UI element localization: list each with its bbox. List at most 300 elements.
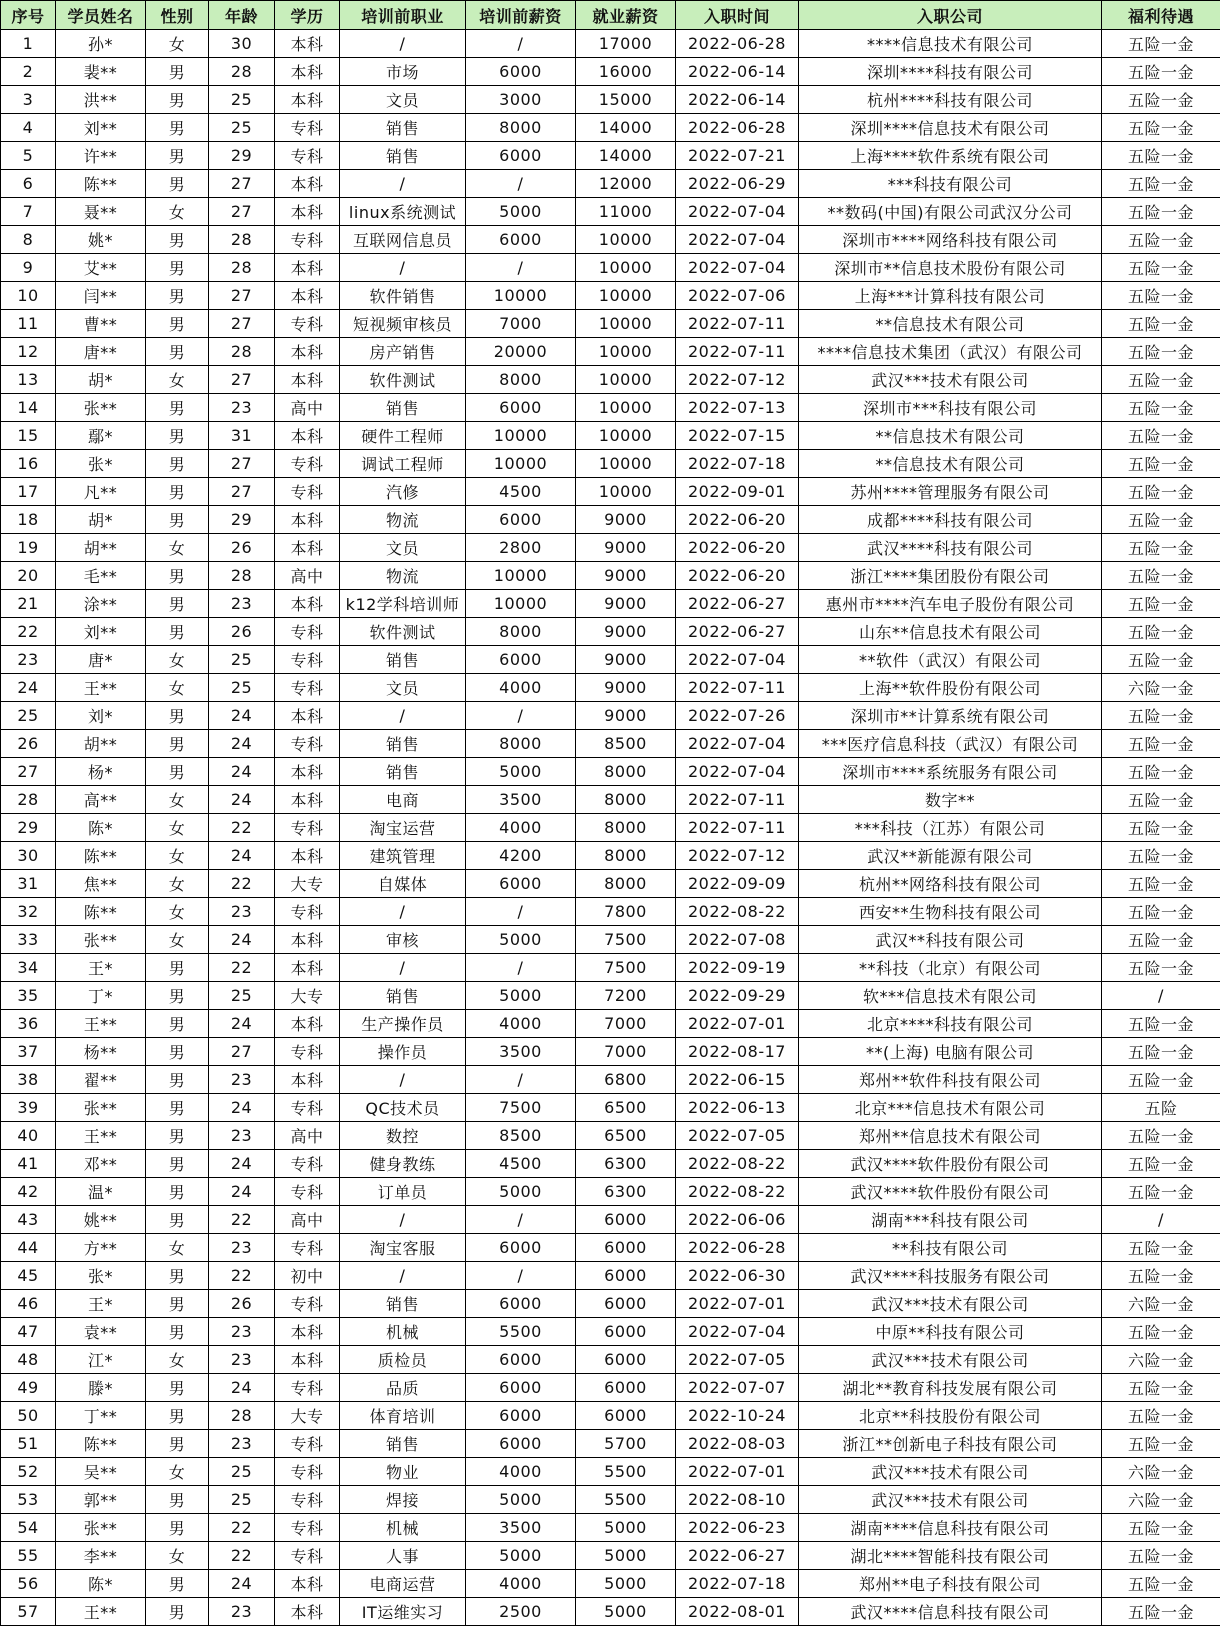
cell-prev-salary: /	[466, 898, 576, 926]
cell-education: 本科	[275, 786, 340, 814]
cell-education: 大专	[275, 982, 340, 1010]
table-row	[1, 1486, 1220, 1514]
cell-salary: 5000	[576, 1570, 676, 1598]
cell-gender: 男	[146, 1262, 209, 1290]
cell-hire-date: 2022-06-28	[676, 114, 799, 142]
cell-hire-date: 2022-07-18	[676, 450, 799, 478]
cell-name: 张**	[56, 926, 146, 954]
cell-prev-salary: 6000	[466, 1402, 576, 1430]
cell-company: 湖南***科技有限公司	[799, 1206, 1102, 1234]
cell-gender: 男	[146, 1122, 209, 1150]
cell-company: 上海**软件股份有限公司	[799, 674, 1102, 702]
cell-benefits: 五险一金	[1102, 1150, 1220, 1178]
cell-company: 山东**信息技术有限公司	[799, 618, 1102, 646]
cell-benefits: 五险一金	[1102, 142, 1220, 170]
cell-gender: 男	[146, 562, 209, 590]
cell-name: 邓**	[56, 1150, 146, 1178]
cell-benefits: 五险一金	[1102, 618, 1220, 646]
cell-age: 24	[209, 758, 275, 786]
cell-hire-date: 2022-07-21	[676, 142, 799, 170]
cell-age: 30	[209, 30, 275, 58]
cell-company: ***医疗信息科技（武汉）有限公司	[799, 730, 1102, 758]
cell-index: 40	[1, 1122, 56, 1150]
table-row	[1, 926, 1220, 954]
cell-name: 吴**	[56, 1458, 146, 1486]
cell-prev-salary: /	[466, 1066, 576, 1094]
cell-age: 24	[209, 842, 275, 870]
cell-education: 高中	[275, 1206, 340, 1234]
table-row	[1, 590, 1220, 618]
cell-salary: 6000	[576, 1318, 676, 1346]
cell-prev-salary: 7000	[466, 310, 576, 338]
cell-prev-job: /	[340, 898, 466, 926]
cell-gender: 女	[146, 1458, 209, 1486]
cell-hire-date: 2022-06-20	[676, 534, 799, 562]
cell-index: 53	[1, 1486, 56, 1514]
cell-index: 54	[1, 1514, 56, 1542]
cell-gender: 男	[146, 1430, 209, 1458]
cell-education: 专科	[275, 674, 340, 702]
cell-prev-salary: 3500	[466, 1038, 576, 1066]
cell-company: 深圳市****系统服务有限公司	[799, 758, 1102, 786]
cell-prev-job: 汽修	[340, 478, 466, 506]
cell-hire-date: 2022-07-12	[676, 366, 799, 394]
cell-salary: 6300	[576, 1178, 676, 1206]
cell-index: 27	[1, 758, 56, 786]
cell-education: 本科	[275, 758, 340, 786]
header-col-age: 年龄	[209, 1, 275, 30]
cell-age: 23	[209, 1346, 275, 1374]
cell-age: 23	[209, 1318, 275, 1346]
cell-benefits: 五险一金	[1102, 366, 1220, 394]
cell-education: 本科	[275, 1010, 340, 1038]
cell-company: 武汉**科技有限公司	[799, 926, 1102, 954]
cell-salary: 7000	[576, 1038, 676, 1066]
cell-hire-date: 2022-08-17	[676, 1038, 799, 1066]
cell-benefits: 五险一金	[1102, 1402, 1220, 1430]
header-col-prev-job: 培训前职业	[340, 1, 466, 30]
cell-education: 大专	[275, 870, 340, 898]
cell-name: 张**	[56, 1514, 146, 1542]
cell-company: **信息技术有限公司	[799, 310, 1102, 338]
cell-company: 湖北****智能科技有限公司	[799, 1542, 1102, 1570]
cell-prev-salary: 2800	[466, 534, 576, 562]
cell-name: 王**	[56, 1010, 146, 1038]
cell-prev-salary: 20000	[466, 338, 576, 366]
cell-benefits: 五险一金	[1102, 954, 1220, 982]
cell-benefits: 五险一金	[1102, 786, 1220, 814]
table-row	[1, 1598, 1220, 1626]
cell-prev-salary: 6000	[466, 1430, 576, 1458]
cell-prev-job: 订单员	[340, 1178, 466, 1206]
cell-prev-job: 生产操作员	[340, 1010, 466, 1038]
table-row	[1, 786, 1220, 814]
cell-hire-date: 2022-07-04	[676, 226, 799, 254]
table-row	[1, 1570, 1220, 1598]
cell-index: 14	[1, 394, 56, 422]
cell-gender: 男	[146, 282, 209, 310]
table-row	[1, 506, 1220, 534]
cell-age: 26	[209, 1290, 275, 1318]
table-row	[1, 534, 1220, 562]
cell-education: 本科	[275, 86, 340, 114]
cell-index: 37	[1, 1038, 56, 1066]
cell-age: 26	[209, 618, 275, 646]
header-col-index: 序号	[1, 1, 56, 30]
cell-name: 聂**	[56, 198, 146, 226]
cell-age: 28	[209, 562, 275, 590]
cell-prev-job: /	[340, 1206, 466, 1234]
cell-salary: 10000	[576, 394, 676, 422]
cell-name: 张*	[56, 450, 146, 478]
cell-prev-salary: 10000	[466, 282, 576, 310]
cell-gender: 男	[146, 170, 209, 198]
cell-gender: 女	[146, 786, 209, 814]
cell-salary: 9000	[576, 534, 676, 562]
cell-salary: 10000	[576, 450, 676, 478]
cell-salary: 9000	[576, 506, 676, 534]
cell-hire-date: 2022-07-15	[676, 422, 799, 450]
cell-salary: 5700	[576, 1430, 676, 1458]
cell-benefits: 五险一金	[1102, 590, 1220, 618]
cell-salary: 6500	[576, 1094, 676, 1122]
cell-salary: 6000	[576, 1206, 676, 1234]
cell-benefits: 五险一金	[1102, 646, 1220, 674]
cell-company: **(上海) 电脑有限公司	[799, 1038, 1102, 1066]
cell-company: ****信息技术有限公司	[799, 30, 1102, 58]
cell-prev-job: 物业	[340, 1458, 466, 1486]
cell-hire-date: 2022-07-01	[676, 1010, 799, 1038]
cell-gender: 男	[146, 590, 209, 618]
cell-prev-salary: 4500	[466, 478, 576, 506]
header-col-company: 入职公司	[799, 1, 1102, 30]
cell-name: 陈**	[56, 842, 146, 870]
cell-benefits: 五险一金	[1102, 30, 1220, 58]
cell-index: 45	[1, 1262, 56, 1290]
header-col-hire-date: 入职时间	[676, 1, 799, 30]
cell-gender: 男	[146, 478, 209, 506]
cell-prev-job: 销售	[340, 394, 466, 422]
cell-index: 50	[1, 1402, 56, 1430]
cell-salary: 10000	[576, 226, 676, 254]
cell-salary: 6500	[576, 1122, 676, 1150]
cell-salary: 10000	[576, 310, 676, 338]
cell-education: 高中	[275, 1122, 340, 1150]
table-row	[1, 282, 1220, 310]
cell-index: 6	[1, 170, 56, 198]
cell-education: 本科	[275, 254, 340, 282]
cell-prev-job: 文员	[340, 674, 466, 702]
cell-index: 13	[1, 366, 56, 394]
cell-age: 24	[209, 730, 275, 758]
table-row	[1, 898, 1220, 926]
cell-salary: 12000	[576, 170, 676, 198]
cell-salary: 8000	[576, 870, 676, 898]
cell-education: 专科	[275, 310, 340, 338]
cell-salary: 10000	[576, 254, 676, 282]
cell-hire-date: 2022-07-04	[676, 646, 799, 674]
cell-age: 28	[209, 254, 275, 282]
cell-hire-date: 2022-06-23	[676, 1514, 799, 1542]
cell-company: 杭州**网络科技有限公司	[799, 870, 1102, 898]
cell-gender: 男	[146, 1318, 209, 1346]
cell-gender: 男	[146, 506, 209, 534]
cell-education: 专科	[275, 898, 340, 926]
cell-hire-date: 2022-07-11	[676, 786, 799, 814]
cell-gender: 男	[146, 86, 209, 114]
cell-index: 36	[1, 1010, 56, 1038]
cell-prev-job: 电商运营	[340, 1570, 466, 1598]
cell-age: 23	[209, 394, 275, 422]
cell-company: **科技有限公司	[799, 1234, 1102, 1262]
cell-name: 曹**	[56, 310, 146, 338]
cell-prev-salary: 6000	[466, 870, 576, 898]
table-row	[1, 702, 1220, 730]
cell-benefits: 五险一金	[1102, 394, 1220, 422]
cell-age: 28	[209, 58, 275, 86]
cell-hire-date: 2022-06-30	[676, 1262, 799, 1290]
cell-name: 唐**	[56, 338, 146, 366]
cell-prev-job: 市场	[340, 58, 466, 86]
cell-name: 艾**	[56, 254, 146, 282]
cell-name: 江*	[56, 1346, 146, 1374]
cell-salary: 5500	[576, 1458, 676, 1486]
cell-age: 31	[209, 422, 275, 450]
cell-prev-job: 销售	[340, 982, 466, 1010]
cell-index: 39	[1, 1094, 56, 1122]
cell-hire-date: 2022-08-22	[676, 898, 799, 926]
cell-prev-job: 销售	[340, 646, 466, 674]
cell-name: 杨**	[56, 1038, 146, 1066]
cell-company: 西安**生物科技有限公司	[799, 898, 1102, 926]
cell-hire-date: 2022-06-29	[676, 170, 799, 198]
cell-benefits: 五险一金	[1102, 1598, 1220, 1626]
cell-age: 22	[209, 1514, 275, 1542]
cell-prev-salary: 5000	[466, 198, 576, 226]
cell-hire-date: 2022-07-04	[676, 254, 799, 282]
cell-salary: 5000	[576, 1514, 676, 1542]
cell-company: 郑州**信息技术有限公司	[799, 1122, 1102, 1150]
cell-prev-job: 销售	[340, 142, 466, 170]
table-row	[1, 170, 1220, 198]
cell-prev-salary: 10000	[466, 422, 576, 450]
cell-index: 5	[1, 142, 56, 170]
cell-hire-date: 2022-09-29	[676, 982, 799, 1010]
cell-education: 专科	[275, 226, 340, 254]
cell-prev-job: /	[340, 954, 466, 982]
table-row	[1, 1430, 1220, 1458]
cell-hire-date: 2022-06-06	[676, 1206, 799, 1234]
cell-gender: 女	[146, 898, 209, 926]
cell-benefits: 五险一金	[1102, 702, 1220, 730]
cell-education: 本科	[275, 1066, 340, 1094]
cell-prev-salary: 5000	[466, 982, 576, 1010]
cell-hire-date: 2022-07-05	[676, 1122, 799, 1150]
table-body	[1, 30, 1220, 1626]
cell-education: 本科	[275, 534, 340, 562]
cell-name: 胡**	[56, 534, 146, 562]
cell-salary: 10000	[576, 366, 676, 394]
cell-index: 52	[1, 1458, 56, 1486]
cell-prev-salary: 4000	[466, 814, 576, 842]
cell-name: 凡**	[56, 478, 146, 506]
cell-education: 本科	[275, 1598, 340, 1626]
table-row	[1, 562, 1220, 590]
cell-prev-job: 软件销售	[340, 282, 466, 310]
cell-education: 本科	[275, 842, 340, 870]
cell-prev-job: /	[340, 1262, 466, 1290]
cell-hire-date: 2022-09-19	[676, 954, 799, 982]
cell-education: 本科	[275, 506, 340, 534]
cell-benefits: 五险一金	[1102, 310, 1220, 338]
cell-name: 焦**	[56, 870, 146, 898]
cell-age: 23	[209, 1066, 275, 1094]
cell-company: 湖北**教育科技发展有限公司	[799, 1374, 1102, 1402]
cell-gender: 男	[146, 142, 209, 170]
table-row	[1, 1150, 1220, 1178]
cell-company: 惠州市****汽车电子股份有限公司	[799, 590, 1102, 618]
cell-age: 24	[209, 1094, 275, 1122]
cell-salary: 9000	[576, 646, 676, 674]
cell-name: 胡*	[56, 366, 146, 394]
cell-age: 28	[209, 338, 275, 366]
cell-salary: 7200	[576, 982, 676, 1010]
cell-company: 北京****科技有限公司	[799, 1010, 1102, 1038]
cell-gender: 女	[146, 674, 209, 702]
cell-prev-salary: /	[466, 30, 576, 58]
cell-prev-job: /	[340, 1066, 466, 1094]
cell-hire-date: 2022-07-26	[676, 702, 799, 730]
cell-gender: 女	[146, 1346, 209, 1374]
cell-prev-salary: 8500	[466, 1122, 576, 1150]
cell-salary: 6800	[576, 1066, 676, 1094]
cell-benefits: 五险一金	[1102, 730, 1220, 758]
cell-company: 杭州****科技有限公司	[799, 86, 1102, 114]
cell-name: 王*	[56, 1290, 146, 1318]
cell-prev-job: 房产销售	[340, 338, 466, 366]
cell-gender: 女	[146, 842, 209, 870]
header-row	[1, 1, 1220, 30]
cell-index: 1	[1, 30, 56, 58]
cell-benefits: 六险一金	[1102, 1458, 1220, 1486]
cell-salary: 15000	[576, 86, 676, 114]
cell-name: 温*	[56, 1178, 146, 1206]
cell-index: 32	[1, 898, 56, 926]
cell-index: 11	[1, 310, 56, 338]
cell-name: 张**	[56, 1094, 146, 1122]
cell-prev-job: 销售	[340, 114, 466, 142]
cell-age: 27	[209, 282, 275, 310]
cell-gender: 男	[146, 1402, 209, 1430]
cell-gender: 男	[146, 758, 209, 786]
cell-prev-job: k12学科培训师	[340, 590, 466, 618]
cell-education: 本科	[275, 702, 340, 730]
cell-salary: 6000	[576, 1402, 676, 1430]
cell-gender: 女	[146, 198, 209, 226]
cell-age: 23	[209, 1598, 275, 1626]
cell-education: 专科	[275, 1542, 340, 1570]
cell-name: 孙*	[56, 30, 146, 58]
cell-education: 初中	[275, 1262, 340, 1290]
cell-index: 38	[1, 1066, 56, 1094]
cell-index: 7	[1, 198, 56, 226]
cell-gender: 女	[146, 926, 209, 954]
table-row	[1, 478, 1220, 506]
cell-education: 本科	[275, 422, 340, 450]
table-row	[1, 394, 1220, 422]
cell-age: 28	[209, 226, 275, 254]
cell-prev-salary: /	[466, 1206, 576, 1234]
cell-name: 张*	[56, 1262, 146, 1290]
cell-education: 本科	[275, 58, 340, 86]
cell-education: 本科	[275, 1570, 340, 1598]
cell-education: 高中	[275, 562, 340, 590]
cell-gender: 男	[146, 338, 209, 366]
cell-age: 24	[209, 1374, 275, 1402]
cell-company: 武汉***技术有限公司	[799, 366, 1102, 394]
table-row	[1, 1514, 1220, 1542]
cell-prev-job: 互联网信息员	[340, 226, 466, 254]
cell-gender: 女	[146, 30, 209, 58]
cell-prev-job: 人事	[340, 1542, 466, 1570]
cell-prev-salary: 5000	[466, 1542, 576, 1570]
cell-benefits: 五险一金	[1102, 1010, 1220, 1038]
cell-prev-salary: 5000	[466, 1178, 576, 1206]
cell-gender: 女	[146, 646, 209, 674]
cell-company: 郑州**电子科技有限公司	[799, 1570, 1102, 1598]
cell-gender: 男	[146, 1094, 209, 1122]
cell-prev-job: 操作员	[340, 1038, 466, 1066]
cell-gender: 男	[146, 1486, 209, 1514]
cell-index: 22	[1, 618, 56, 646]
cell-gender: 男	[146, 1066, 209, 1094]
cell-company: 武汉***技术有限公司	[799, 1458, 1102, 1486]
table-row	[1, 1122, 1220, 1150]
cell-salary: 5500	[576, 1486, 676, 1514]
table-row	[1, 1458, 1220, 1486]
cell-prev-job: 物流	[340, 562, 466, 590]
cell-education: 专科	[275, 478, 340, 506]
cell-name: 陈**	[56, 898, 146, 926]
cell-education: 专科	[275, 1094, 340, 1122]
cell-company: 武汉***技术有限公司	[799, 1290, 1102, 1318]
cell-prev-salary: 5000	[466, 1486, 576, 1514]
cell-company: 深圳市**计算系统有限公司	[799, 702, 1102, 730]
cell-prev-job: 焊接	[340, 1486, 466, 1514]
cell-gender: 男	[146, 1514, 209, 1542]
cell-gender: 男	[146, 422, 209, 450]
cell-salary: 14000	[576, 114, 676, 142]
table-row	[1, 310, 1220, 338]
cell-name: 王**	[56, 674, 146, 702]
cell-prev-job: 物流	[340, 506, 466, 534]
cell-education: 专科	[275, 1038, 340, 1066]
cell-education: 专科	[275, 1430, 340, 1458]
cell-benefits: 五险一金	[1102, 1514, 1220, 1542]
cell-name: 唐*	[56, 646, 146, 674]
cell-salary: 9000	[576, 562, 676, 590]
cell-prev-job: 健身教练	[340, 1150, 466, 1178]
cell-education: 大专	[275, 1402, 340, 1430]
cell-gender: 男	[146, 226, 209, 254]
cell-prev-salary: /	[466, 702, 576, 730]
cell-education: 本科	[275, 954, 340, 982]
cell-prev-salary: 4000	[466, 1458, 576, 1486]
cell-gender: 男	[146, 1038, 209, 1066]
cell-prev-job: 数控	[340, 1122, 466, 1150]
cell-company: **信息技术有限公司	[799, 422, 1102, 450]
cell-prev-job: 机械	[340, 1514, 466, 1542]
